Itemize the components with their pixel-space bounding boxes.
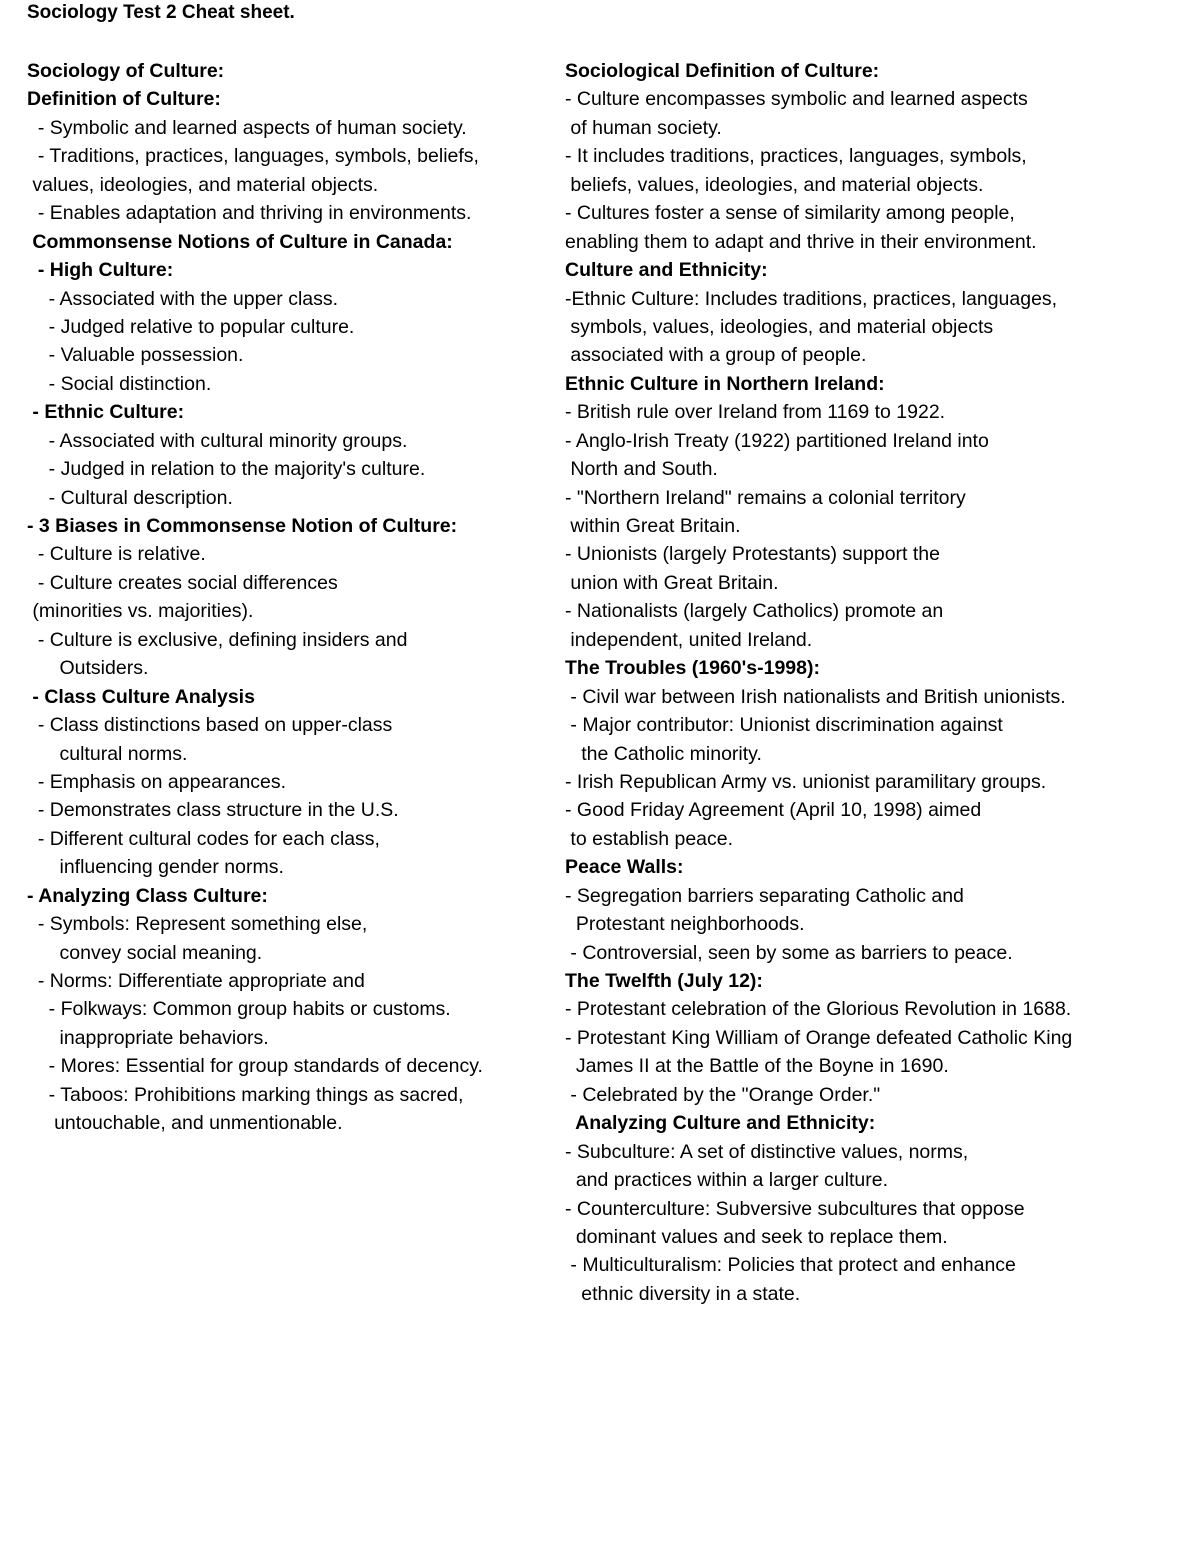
left-column-text-line: untouchable, and unmentionable. xyxy=(27,1112,343,1135)
right-column-text-line: - Controversial, seen by some as barriers to peace. xyxy=(565,941,1013,964)
right-column xyxy=(565,57,1185,1308)
left-column-text-line: - Symbolic and learned aspects of human society. xyxy=(27,116,467,139)
right-column-text-line: - Civil war between Irish nationalists and British unionists. xyxy=(565,685,1066,708)
right-column-text-line: - Segregation barriers separating Catholic and xyxy=(565,884,964,907)
right-column-text-line: and practices within a larger culture. xyxy=(565,1169,888,1192)
left-column-text-line: - Emphasis on appearances. xyxy=(27,770,287,793)
right-column-text-line: James II at the Battle of the Boyne in 1690. xyxy=(565,1055,949,1078)
right-column-text-line: - Protestant King William of Orange defeated Catholic King xyxy=(565,1026,1073,1049)
page-title: Sociology Test 2 Cheat sheet. xyxy=(27,2,295,23)
left-column-text-line: - Mores: Essential for group standards of decency. xyxy=(27,1055,483,1078)
right-column-text-line: - It includes traditions, practices, languages, symbols, xyxy=(565,145,1027,168)
right-column-text-line: the Catholic minority. xyxy=(565,742,762,765)
left-column-text-line: - Culture is exclusive, defining insiders and xyxy=(27,628,408,651)
left-column-heading: - 3 Biases in Commonsense Notion of Culture: xyxy=(27,515,458,537)
left-column-text-line: - Social distinction. xyxy=(27,372,212,395)
right-column-text-line: - Nationalists (largely Catholics) promote an xyxy=(565,600,944,623)
left-column-text-line: - Culture is relative. xyxy=(27,543,206,566)
left-column-heading: Sociology of Culture: xyxy=(27,60,225,82)
left-column-text-line: - Associated with cultural minority groups. xyxy=(27,429,408,452)
left-column-text-line: - Class distinctions based on upper-class xyxy=(27,714,393,737)
left-column-text-line: - Folkways: Common group habits or customs. xyxy=(27,998,451,1021)
right-column-text-line: - Anglo-Irish Treaty (1922) partitioned Ireland into xyxy=(565,429,989,452)
left-column-text-line: (minorities vs. majorities). xyxy=(27,600,254,623)
right-column-text-line: Protestant neighborhoods. xyxy=(565,913,805,936)
left-column-text-line: convey social meaning. xyxy=(27,941,263,964)
right-column-text-line: North and South. xyxy=(565,458,718,481)
left-column-text-line: - Cultural description. xyxy=(27,486,233,509)
left-column-text-line: - Judged in relation to the majority's culture. xyxy=(27,458,426,481)
right-column-text-line: - Protestant celebration of the Glorious Revolution in 1688. xyxy=(565,998,1072,1021)
right-column-text-line: within Great Britain. xyxy=(565,515,741,537)
right-column-text-line: enabling them to adapt and thrive in their environment. xyxy=(565,230,1037,253)
right-column-text-line: - Culture encompasses symbolic and learned aspects xyxy=(565,88,1028,111)
right-column-text-line: symbols, values, ideologies, and material objects xyxy=(565,315,994,338)
right-column-text-line: dominant values and seek to replace them. xyxy=(565,1225,948,1248)
left-column-text-line: values, ideologies, and material objects. xyxy=(27,173,379,196)
right-column-text-line: -Ethnic Culture: Includes traditions, practices, languages, xyxy=(565,287,1058,310)
left-column-text-line: - Associated with the upper class. xyxy=(27,287,339,310)
right-column-text-line: - Unionists (largely Protestants) support the xyxy=(565,543,940,566)
right-column-text-line: - British rule over Ireland from 1169 to 1922. xyxy=(565,401,946,424)
right-column-text-line: - "Northern Ireland" remains a colonial territory xyxy=(565,486,966,509)
right-column-text-line: - Cultures foster a sense of similarity among people, xyxy=(565,202,1015,225)
right-column-heading: Sociological Definition of Culture: xyxy=(565,60,880,82)
left-column-text-line: - Enables adaptation and thriving in environments. xyxy=(27,202,472,225)
left-column-heading: Commonsense Notions of Culture in Canada: xyxy=(27,230,453,253)
right-column-heading: Ethnic Culture in Northern Ireland: xyxy=(565,372,885,395)
right-column-text-line: - Multiculturalism: Policies that protect and enhance xyxy=(565,1254,1016,1277)
left-column-text-line: - Different cultural codes for each class, xyxy=(27,827,380,850)
left-column-text-line: - Traditions, practices, languages, symbols, beliefs, xyxy=(27,145,479,168)
left-column-heading: - Class Culture Analysis xyxy=(27,685,255,708)
left-column-text-line: inappropriate behaviors. xyxy=(27,1026,269,1049)
left-column-heading: Definition of Culture: xyxy=(27,88,221,111)
right-column-heading: The Troubles (1960's-1998): xyxy=(565,657,820,680)
right-column-text-line: - Subculture: A set of distinctive values, norms, xyxy=(565,1140,969,1163)
right-column-text-line: associated with a group of people. xyxy=(565,344,867,367)
right-column-text-line: - Major contributor: Unionist discrimination against xyxy=(565,714,1003,737)
left-column xyxy=(27,57,547,1138)
right-column-text-line: union with Great Britain. xyxy=(565,571,779,594)
left-column-text-line: - Culture creates social differences xyxy=(27,571,338,594)
left-column-text-line: Outsiders. xyxy=(27,657,149,680)
right-column-text-line: - Good Friday Agreement (April 10, 1998) aimed xyxy=(565,799,982,822)
left-column-text-line: - Taboos: Prohibitions marking things as sacred, xyxy=(27,1083,464,1106)
left-column-text-line: - Symbols: Represent something else, xyxy=(27,913,368,936)
right-column-heading: Analyzing Culture and Ethnicity: xyxy=(565,1112,876,1135)
right-column-text-line: - Counterculture: Subversive subcultures that oppose xyxy=(565,1197,1025,1220)
right-column-text-line: - Irish Republican Army vs. unionist paramilitary groups. xyxy=(565,770,1047,793)
left-column-heading: - High Culture: xyxy=(27,259,174,282)
right-column-heading: Culture and Ethnicity: xyxy=(565,259,768,282)
right-column-text-line: beliefs, values, ideologies, and material objects. xyxy=(565,173,984,196)
left-column-text-line: - Valuable possession. xyxy=(27,344,244,367)
left-column-text-line: - Norms: Differentiate appropriate and xyxy=(27,970,365,992)
left-column-text-line: - Demonstrates class structure in the U.S. xyxy=(27,799,399,822)
right-column-heading: The Twelfth (July 12): xyxy=(565,970,763,992)
left-column-text-line: influencing gender norms. xyxy=(27,856,284,879)
right-column-text-line: to establish peace. xyxy=(565,827,734,850)
right-column-text-line: independent, united Ireland. xyxy=(565,628,813,651)
left-column-text-line: - Judged relative to popular culture. xyxy=(27,315,355,338)
right-column-heading: Peace Walls: xyxy=(565,856,684,879)
left-column-heading: - Ethnic Culture: xyxy=(27,401,185,424)
left-column-heading: - Analyzing Class Culture: xyxy=(27,884,268,907)
right-column-text-line: ethnic diversity in a state. xyxy=(565,1282,801,1305)
right-column-text-line: of human society. xyxy=(565,116,722,139)
left-column-text-line: cultural norms. xyxy=(27,742,188,765)
right-column-text-line: - Celebrated by the "Orange Order." xyxy=(565,1083,881,1106)
